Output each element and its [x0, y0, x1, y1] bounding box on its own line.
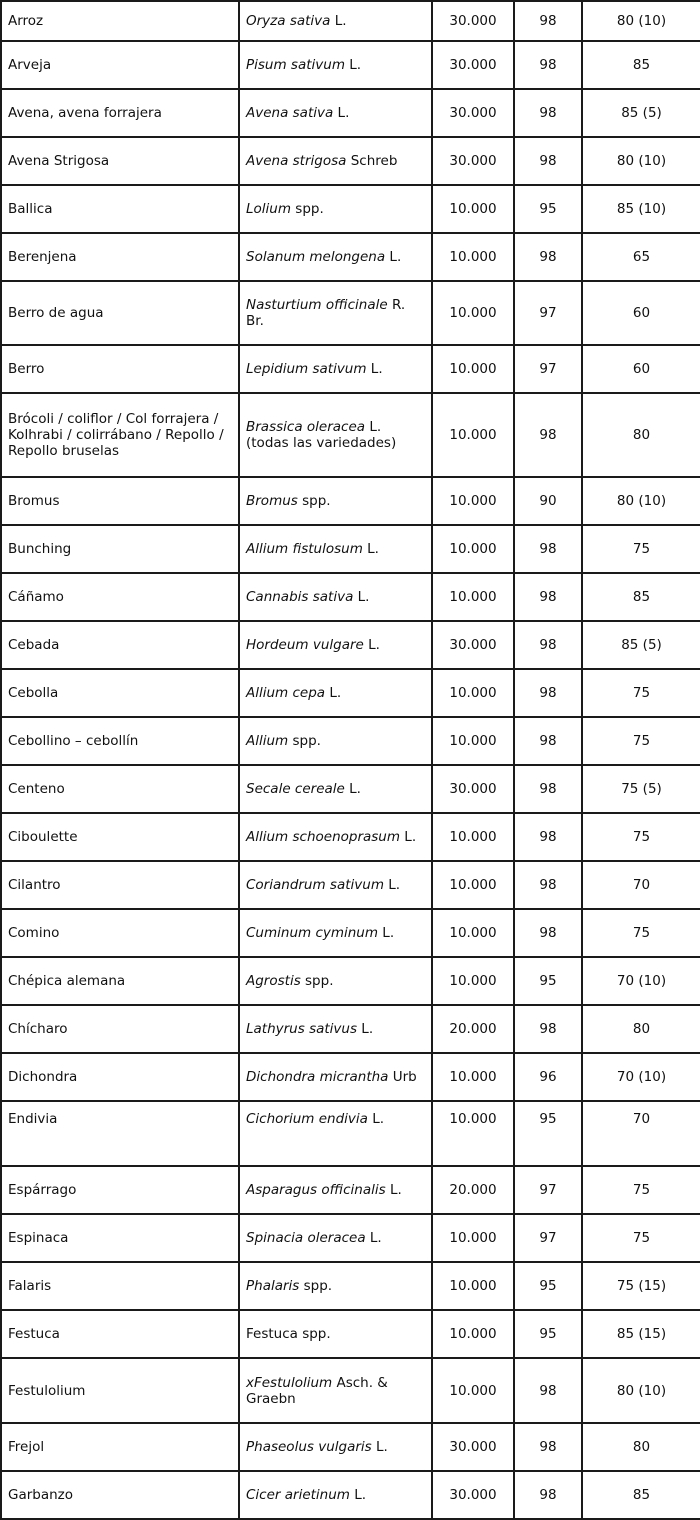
- purity-cell: 98: [514, 573, 582, 621]
- scientific-name-cell: [239, 573, 432, 621]
- scientific-name-italic: Lepidium sativum: [246, 361, 367, 377]
- scientific-name-author: L.: [330, 13, 347, 29]
- scientific-name-cell: [239, 477, 432, 525]
- common-name-cell: Cáñamo: [1, 573, 239, 621]
- common-name-cell: Endivia: [1, 1101, 239, 1166]
- scientific-name-author: L.: [344, 781, 361, 797]
- sample-weight-cell: 30.000: [432, 137, 514, 185]
- germination-cell: 70: [582, 1101, 700, 1166]
- common-name-cell: Ballica: [1, 185, 239, 233]
- germination-cell: 85 (15): [582, 1310, 700, 1358]
- scientific-name-italic: Secale cereale: [246, 781, 345, 797]
- scientific-name-cell: [239, 1, 432, 41]
- table-row: [1, 137, 700, 185]
- germination-cell: 80: [582, 393, 700, 477]
- germination-cell: 75: [582, 909, 700, 957]
- scientific-name-italic: Asparagus officinalis: [246, 1182, 386, 1198]
- purity-cell: 98: [514, 813, 582, 861]
- scientific-name-author: L.: [383, 877, 401, 893]
- scientific-name-cell: [239, 1053, 432, 1101]
- table-row: [1, 1423, 700, 1471]
- table-row: [1, 813, 700, 861]
- germination-cell: 80: [582, 1423, 700, 1471]
- sample-weight-cell: 10.000: [432, 573, 514, 621]
- scientific-name-italic: Nasturtium officinale: [246, 297, 388, 313]
- germination-cell: 75: [582, 1214, 700, 1262]
- sample-weight-cell: 30.000: [432, 621, 514, 669]
- germination-cell: 60: [582, 345, 700, 393]
- scientific-name-author: L.: [366, 361, 383, 377]
- scientific-name-italic: Lolium: [246, 201, 291, 217]
- germination-cell: 75: [582, 717, 700, 765]
- scientific-name-author: Urb: [388, 1069, 417, 1085]
- sample-weight-cell: 10.000: [432, 1053, 514, 1101]
- germination-cell: 75: [582, 1166, 700, 1214]
- scientific-name-italic: Allium fistulosum: [246, 541, 363, 557]
- scientific-name-cell: [239, 345, 432, 393]
- scientific-name-author: L.: [357, 1021, 374, 1037]
- scientific-name-cell: [239, 41, 432, 89]
- scientific-name-cell: [239, 525, 432, 573]
- sample-weight-cell: 10.000: [432, 1358, 514, 1423]
- common-name-cell: Garbanzo: [1, 1471, 239, 1519]
- common-name-cell: Berro de agua: [1, 281, 239, 345]
- purity-cell: 90: [514, 477, 582, 525]
- table-row: [1, 233, 700, 281]
- scientific-name-cell: [239, 861, 432, 909]
- germination-cell: 75: [582, 669, 700, 717]
- table-row: [1, 525, 700, 573]
- common-name-cell: Arveja: [1, 41, 239, 89]
- scientific-name-italic: Brassica oleracea: [246, 419, 366, 435]
- scientific-name-cell: [239, 813, 432, 861]
- purity-cell: 98: [514, 765, 582, 813]
- common-name-cell: Espárrago: [1, 1166, 239, 1214]
- sample-weight-cell: 10.000: [432, 1214, 514, 1262]
- scientific-name-italic: Allium schoenoprasum: [246, 829, 401, 845]
- sample-weight-cell: 30.000: [432, 765, 514, 813]
- table-row: [1, 717, 700, 765]
- purity-cell: 97: [514, 1214, 582, 1262]
- sample-weight-cell: 20.000: [432, 1166, 514, 1214]
- table-row: [1, 1471, 700, 1519]
- scientific-name-cell: [239, 1358, 432, 1423]
- germination-cell: 80 (10): [582, 137, 700, 185]
- scientific-name-author: Schreb: [346, 153, 398, 169]
- table-row: [1, 909, 700, 957]
- germination-cell: 80 (10): [582, 1, 700, 41]
- germination-cell: 60: [582, 281, 700, 345]
- germination-cell: 65: [582, 233, 700, 281]
- scientific-name-author: L.: [349, 1487, 367, 1503]
- germination-cell: 85: [582, 573, 700, 621]
- scientific-name-italic: Coriandrum sativum: [246, 877, 384, 893]
- sample-weight-cell: 10.000: [432, 717, 514, 765]
- table-row: [1, 1005, 700, 1053]
- scientific-name-cell: [239, 1005, 432, 1053]
- table-row: [1, 573, 700, 621]
- purity-cell: 98: [514, 233, 582, 281]
- purity-cell: 97: [514, 1166, 582, 1214]
- table-body: [1, 1, 700, 1519]
- table-row: [1, 393, 700, 477]
- table-row: [1, 1310, 700, 1358]
- scientific-name-cell: [239, 1262, 432, 1310]
- sample-weight-cell: 30.000: [432, 41, 514, 89]
- purity-cell: 98: [514, 861, 582, 909]
- scientific-name-author: L.: [344, 57, 362, 73]
- scientific-name-italic: Avena strigosa: [246, 153, 347, 169]
- sample-weight-cell: 10.000: [432, 669, 514, 717]
- scientific-name-author: spp.: [297, 493, 331, 509]
- scientific-name-author: L.: [400, 829, 417, 845]
- table-row: [1, 345, 700, 393]
- scientific-name-author: Festuca spp.: [246, 1326, 331, 1342]
- purity-cell: 98: [514, 1005, 582, 1053]
- scientific-name-author: Asch. & Graebn: [246, 1374, 393, 1407]
- germination-cell: 80: [582, 1005, 700, 1053]
- scientific-name-italic: Phalaris: [246, 1278, 300, 1294]
- germination-cell: 70: [582, 861, 700, 909]
- table-row: [1, 1262, 700, 1310]
- table-row: [1, 1166, 700, 1214]
- germination-cell: 85: [582, 41, 700, 89]
- scientific-name-cell: [239, 669, 432, 717]
- scientific-name-cell: [239, 1166, 432, 1214]
- table-row: [1, 281, 700, 345]
- scientific-name-author: L.: [353, 589, 370, 605]
- sample-weight-cell: 30.000: [432, 1471, 514, 1519]
- scientific-name-author: L.: [365, 1230, 382, 1246]
- table-row: [1, 185, 700, 233]
- scientific-name-italic: Oryza sativa: [246, 13, 331, 29]
- scientific-name-cell: [239, 765, 432, 813]
- purity-cell: 98: [514, 41, 582, 89]
- scientific-name-author: spp.: [288, 733, 321, 749]
- scientific-name-italic: xFestulolium: [246, 1374, 333, 1391]
- scientific-name-cell: [239, 281, 432, 345]
- table-row: [1, 89, 700, 137]
- purity-cell: 98: [514, 1423, 582, 1471]
- scientific-name-author: L. (todas las variedades): [246, 419, 397, 451]
- scientific-name-italic: Allium: [246, 733, 289, 749]
- purity-cell: 98: [514, 669, 582, 717]
- purity-cell: 98: [514, 89, 582, 137]
- scientific-name-author: L.: [385, 249, 402, 265]
- scientific-name-italic: Solanum melongena: [246, 249, 386, 265]
- purity-cell: 98: [514, 909, 582, 957]
- germination-cell: 85 (5): [582, 621, 700, 669]
- sample-weight-cell: 10.000: [432, 813, 514, 861]
- scientific-name-cell: [239, 89, 432, 137]
- scientific-name-author: spp.: [299, 1278, 333, 1294]
- germination-cell: 85 (5): [582, 89, 700, 137]
- scientific-name-author: L.: [325, 685, 342, 701]
- common-name-cell: Centeno: [1, 765, 239, 813]
- sample-weight-cell: 10.000: [432, 233, 514, 281]
- scientific-name-author: spp.: [300, 973, 334, 989]
- scientific-name-cell: [239, 185, 432, 233]
- purity-cell: 98: [514, 393, 582, 477]
- germination-cell: 75 (15): [582, 1262, 700, 1310]
- purity-cell: 97: [514, 345, 582, 393]
- scientific-name-italic: Cichorium endivia: [246, 1111, 368, 1127]
- common-name-cell: Chépica alemana: [1, 957, 239, 1005]
- scientific-name-cell: [239, 1423, 432, 1471]
- scientific-name-cell: [239, 1471, 432, 1519]
- common-name-cell: Festulolium: [1, 1358, 239, 1423]
- germination-cell: 85: [582, 1471, 700, 1519]
- table-row: [1, 765, 700, 813]
- purity-cell: 98: [514, 137, 582, 185]
- sample-weight-cell: 10.000: [432, 281, 514, 345]
- germination-cell: 80 (10): [582, 1358, 700, 1423]
- scientific-name-author: L.: [333, 105, 350, 121]
- purity-cell: 97: [514, 281, 582, 345]
- scientific-name-italic: Pisum sativum: [246, 57, 345, 73]
- table-row: [1, 1101, 700, 1166]
- germination-cell: 75: [582, 525, 700, 573]
- purity-cell: 98: [514, 717, 582, 765]
- scientific-name-cell: [239, 621, 432, 669]
- common-name-cell: Cebada: [1, 621, 239, 669]
- germination-cell: 75 (5): [582, 765, 700, 813]
- purity-cell: 98: [514, 621, 582, 669]
- scientific-name-cell: [239, 1310, 432, 1358]
- table-row: [1, 477, 700, 525]
- table-row: [1, 861, 700, 909]
- sample-weight-cell: 10.000: [432, 1101, 514, 1166]
- scientific-name-italic: Agrostis: [246, 973, 301, 989]
- sample-weight-cell: 10.000: [432, 393, 514, 477]
- sample-weight-cell: 30.000: [432, 1423, 514, 1471]
- germination-cell: 80 (10): [582, 477, 700, 525]
- sample-weight-cell: 10.000: [432, 1262, 514, 1310]
- scientific-name-cell: [239, 717, 432, 765]
- scientific-name-author: L.: [367, 1111, 385, 1127]
- common-name-cell: Chícharo: [1, 1005, 239, 1053]
- table-row: [1, 1053, 700, 1101]
- sample-weight-cell: 10.000: [432, 861, 514, 909]
- scientific-name-author: spp.: [291, 201, 324, 217]
- sample-weight-cell: 10.000: [432, 345, 514, 393]
- common-name-cell: Avena, avena forrajera: [1, 89, 239, 137]
- common-name-cell: Cebollino – cebollín: [1, 717, 239, 765]
- sample-weight-cell: 20.000: [432, 1005, 514, 1053]
- common-name-cell: Comino: [1, 909, 239, 957]
- scientific-name-italic: Cicer arietinum: [246, 1487, 350, 1503]
- germination-cell: 85 (10): [582, 185, 700, 233]
- common-name-cell: Frejol: [1, 1423, 239, 1471]
- scientific-name-cell: [239, 1214, 432, 1262]
- common-name-cell: Arroz: [1, 1, 239, 41]
- table-row: [1, 621, 700, 669]
- common-name-cell: Dichondra: [1, 1053, 239, 1101]
- sample-weight-cell: 10.000: [432, 525, 514, 573]
- common-name-cell: Bromus: [1, 477, 239, 525]
- scientific-name-cell: [239, 909, 432, 957]
- scientific-name-italic: Lathyrus sativus: [246, 1021, 357, 1037]
- common-name-cell: Festuca: [1, 1310, 239, 1358]
- purity-cell: 98: [514, 525, 582, 573]
- scientific-name-author: L.: [385, 1182, 402, 1198]
- germination-cell: 75: [582, 813, 700, 861]
- purity-cell: 98: [514, 1358, 582, 1423]
- sample-weight-cell: 10.000: [432, 957, 514, 1005]
- scientific-name-italic: Spinacia oleracea: [246, 1230, 366, 1246]
- sample-weight-cell: 10.000: [432, 185, 514, 233]
- scientific-name-cell: [239, 957, 432, 1005]
- scientific-name-italic: Dichondra micrantha: [246, 1069, 389, 1085]
- common-name-cell: Falaris: [1, 1262, 239, 1310]
- common-name-cell: Berro: [1, 345, 239, 393]
- sample-weight-cell: 10.000: [432, 1310, 514, 1358]
- sample-weight-cell: 10.000: [432, 477, 514, 525]
- scientific-name-author: L.: [378, 925, 395, 941]
- purity-cell: 95: [514, 1101, 582, 1166]
- purity-cell: 95: [514, 1310, 582, 1358]
- table-row: [1, 1, 700, 41]
- purity-cell: 95: [514, 185, 582, 233]
- common-name-cell: Cebolla: [1, 669, 239, 717]
- table-row: [1, 957, 700, 1005]
- scientific-name-italic: Bromus: [246, 493, 298, 509]
- common-name-cell: Bunching: [1, 525, 239, 573]
- germination-cell: 70 (10): [582, 1053, 700, 1101]
- common-name-cell: Avena Strigosa: [1, 137, 239, 185]
- common-name-cell: Berenjena: [1, 233, 239, 281]
- purity-cell: 96: [514, 1053, 582, 1101]
- germination-cell: 70 (10): [582, 957, 700, 1005]
- sample-weight-cell: 30.000: [432, 89, 514, 137]
- table-row: [1, 1358, 700, 1423]
- purity-cell: 98: [514, 1, 582, 41]
- scientific-name-cell: [239, 233, 432, 281]
- scientific-name-cell: [239, 1101, 432, 1166]
- scientific-name-italic: Phaseolus vulgaris: [246, 1439, 372, 1455]
- common-name-cell: Ciboulette: [1, 813, 239, 861]
- purity-cell: 98: [514, 1471, 582, 1519]
- common-name-cell: Brócoli / coliflor / Col forrajera / Kolhrabi / colirrábano / Repollo / Repollo bruselas: [1, 393, 239, 477]
- purity-cell: 95: [514, 1262, 582, 1310]
- table-row: [1, 41, 700, 89]
- scientific-name-italic: Allium cepa: [246, 685, 326, 701]
- common-name-cell: Cilantro: [1, 861, 239, 909]
- scientific-name-italic: Cuminum cyminum: [246, 925, 379, 941]
- scientific-name-author: L.: [363, 637, 380, 653]
- common-name-cell: Espinaca: [1, 1214, 239, 1262]
- scientific-name-cell: [239, 137, 432, 185]
- scientific-name-author: R. Br.: [246, 297, 410, 329]
- table-row: [1, 1214, 700, 1262]
- scientific-name-author: L.: [371, 1439, 388, 1455]
- scientific-name-italic: Cannabis sativa: [246, 589, 354, 605]
- scientific-name-italic: Avena sativa: [246, 105, 334, 121]
- purity-cell: 95: [514, 957, 582, 1005]
- sample-weight-cell: 30.000: [432, 1, 514, 41]
- scientific-name-cell: [239, 393, 432, 477]
- sample-weight-cell: 10.000: [432, 909, 514, 957]
- scientific-name-italic: Hordeum vulgare: [246, 637, 364, 653]
- scientific-name-author: L.: [362, 541, 379, 557]
- table-row: [1, 669, 700, 717]
